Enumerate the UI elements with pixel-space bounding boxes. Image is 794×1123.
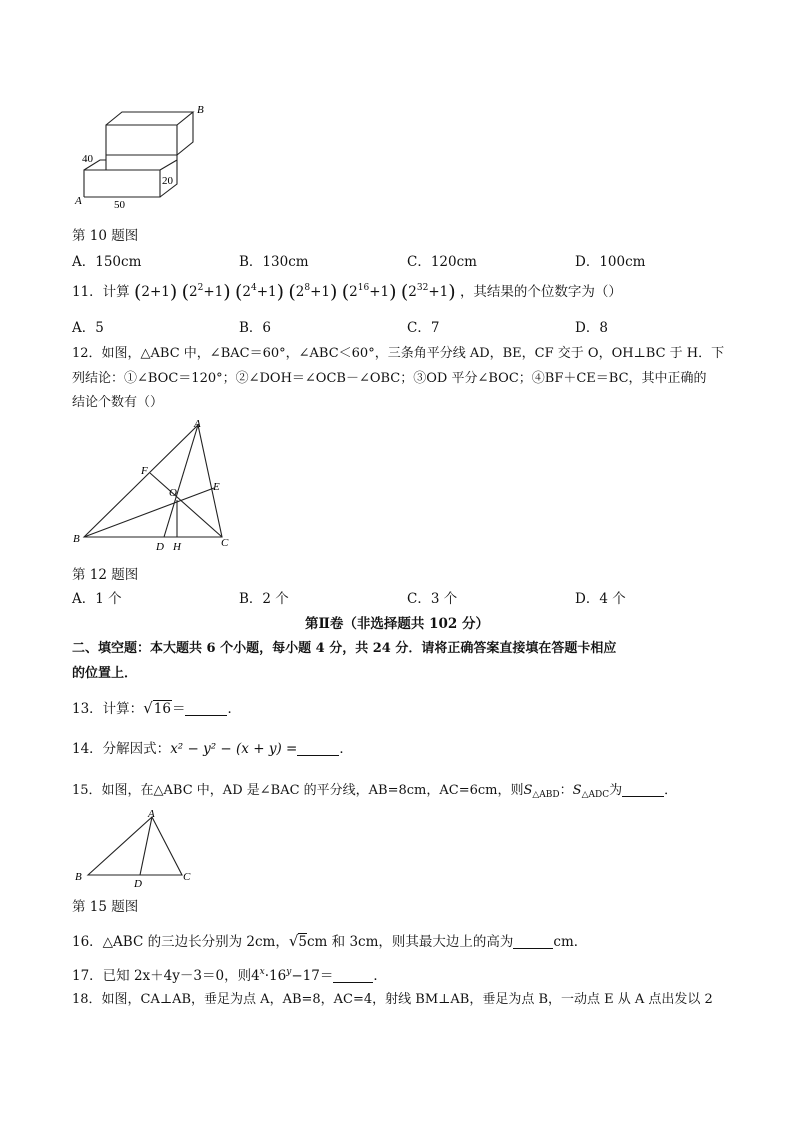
label-40: 40: [82, 153, 93, 165]
caption-fig10: 第 10 题图: [72, 228, 139, 244]
q12-option-a: A．1 个: [72, 591, 122, 607]
q12-line2: 列结论：①∠BOC＝120°；②∠DOH＝∠OCB－∠OBC；③OD 平分∠BOC；④BF＋CE＝BC，其中正确的: [72, 371, 707, 386]
q11-option-a: A．5: [72, 320, 104, 336]
fig12-label-E: E: [213, 481, 220, 493]
fig15-label-C: C: [183, 871, 191, 883]
q11-question: 11．计算 (2+1) $(2^2+1)$ $(2^4+1)$ $(2^8+1)$ $(2^{16}+1)$ $(2^{32}+1)$ ，其结果的个位数字为（）: [72, 281, 622, 303]
figure-10-stairs: [70, 100, 220, 215]
q14-question: 14．分解因式：x² − y² − (x + y) = ．: [72, 741, 353, 757]
q15-question: 15．如图，在△ABC 中，AD 是∠BAC 的平分线，AB=8cm，AC=6cm，则$S_{\triangle ABD}$：$S_{\triangle ADC}$为 ．: [72, 783, 678, 800]
q14-answer-blank: [297, 741, 339, 756]
figure-15-triangle: [70, 805, 200, 890]
q17-question: 17．已知 2x＋4y－3＝0，则$4^x\cdot 16^y-17=$ ．: [72, 967, 387, 984]
section-2-heading-line2: 的位置上．: [72, 666, 138, 681]
q11-option-c: C．7: [407, 320, 440, 336]
q13-question: 13．计算：√16＝ ．: [72, 699, 241, 717]
q10-option-b: B．130cm: [239, 254, 309, 270]
fig15-label-A: A: [148, 808, 155, 820]
fig12-label-O: O: [169, 487, 177, 499]
fig12-label-D: D: [156, 541, 164, 553]
q17-answer-blank: [333, 968, 373, 983]
fig12-label-F: F: [141, 465, 148, 477]
fig12-label-H: H: [173, 541, 181, 553]
q11-option-b: B．6: [239, 320, 272, 336]
bisector-cf: [150, 473, 222, 537]
section-2-title: 第Ⅱ卷（非选择题共 102 分）: [305, 616, 489, 632]
label-B: B: [197, 104, 204, 116]
q12-option-d: D．4 个: [575, 591, 626, 607]
fig15-label-B: B: [75, 871, 82, 883]
triangle-abc: [84, 425, 222, 537]
q12-line3: 结论个数有（）: [72, 395, 164, 410]
q12-option-c: C．3 个: [407, 591, 458, 607]
q11-option-d: D．8: [575, 320, 608, 336]
triangle-abc: [88, 817, 182, 875]
label-50: 50: [114, 199, 125, 211]
label-20: 20: [162, 175, 173, 187]
q10-option-d: D．100cm: [575, 254, 646, 270]
fig12-label-A: A: [194, 418, 201, 430]
q16-question: 16．△ABC 的三边长分别为 2cm，√5cm 和 3cm，则其最大边上的高为 cm．: [72, 932, 588, 950]
q10-option-a: A．150cm: [72, 254, 142, 270]
q12-option-b: B．2 个: [239, 591, 289, 607]
q10-option-c: C．120cm: [407, 254, 477, 270]
q15-answer-blank: [622, 782, 664, 797]
q13-answer-blank: [185, 701, 227, 716]
q16-answer-blank: [513, 934, 553, 949]
fig15-label-D: D: [134, 878, 142, 890]
caption-fig12: 第 12 题图: [72, 567, 139, 583]
section-2-heading-line1: 二、填空题：本大题共 6 个小题，每小题 4 分，共 24 分．请将正确答案直接填在答题卡相应: [72, 641, 617, 656]
fig12-label-C: C: [221, 537, 229, 549]
q18-question: 18．如图，CA⊥AB，垂足为点 A，AB=8，AC=4，射线 BM⊥AB，垂足为点 B，一动点 E 从 A 点出发以 2: [72, 992, 713, 1007]
fig12-label-B: B: [73, 533, 80, 545]
figure-12-triangle: [70, 415, 240, 560]
label-A: A: [75, 195, 82, 207]
q12-line1: 12．如图，△ABC 中，∠BAC＝60°，∠ABC＜60°，三条角平分线 AD，BE，CF 交于 O，OH⊥BC 于 H．下: [72, 346, 725, 361]
caption-fig15: 第 15 题图: [72, 899, 139, 915]
